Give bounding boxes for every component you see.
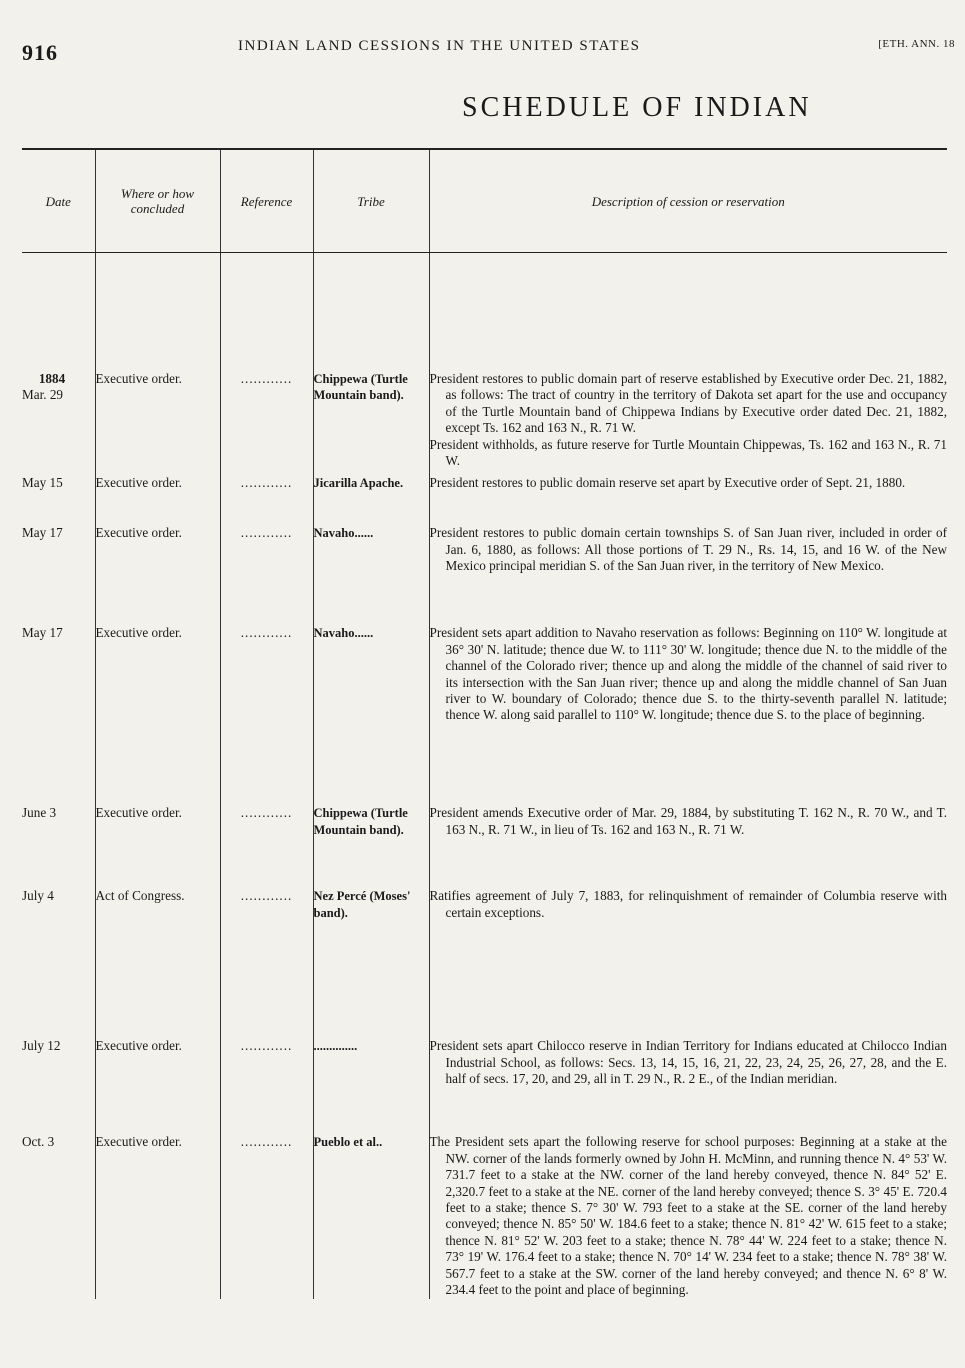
description-paragraph: President restores to public domain certain townships S. of San Juan river, included in order of Jan. 6, 1880, as follows: All those portions of T. 29 N., Rs. 14, 15, and 16 W. of the New Mexico principal meridian S. of the San Juan river, in the territory of New Mexico. xyxy=(429,525,947,574)
tribe-cell: .............. xyxy=(313,1032,429,1128)
description-cell xyxy=(429,519,947,619)
date-cell xyxy=(22,619,95,799)
date-cell xyxy=(22,1032,95,1128)
running-head xyxy=(0,34,965,64)
table-body xyxy=(22,253,947,1299)
tribe-cell: Navaho...... xyxy=(313,519,429,619)
column-header-reference: Reference xyxy=(220,149,313,253)
description-paragraph: President restores to public domain reserve set apart by Executive order of Sept. 21, 1880. xyxy=(429,475,906,491)
date-cell xyxy=(22,799,95,882)
tribe-cell: Navaho...... xyxy=(313,619,429,799)
description-paragraph: The President sets apart the following reserve for school purposes: Beginning at a stake at the NW. corner of the lands formerly owned by John H. McMinn, and running thence N. 4° 53' W. 731.7 feet to a stake at the NW. corner of the land hereby conveyed, thence N. 84° 52' E. 2,320.7 feet to a stake at the NE. corner of the land hereby conveyed; thence S. 3° 45' E. 720.4 feet to a stake; thence S. 7° 30' W. 793 feet to a stake at the SE. corner of the land hereby conveyed; thence N. 85° 50' W. 184.6 feet to a stake; thence N. 81° 42' W. 615 feet to a stake; thence N. 81° 52' W. 203 feet to a stake; thence N. 78° 44' W. 224 feet to a stake; thence N. 73° 19' W. 176.4 feet to a stake; thence N. 70° 14' W. 234 feet to a stake; thence N. 78° 38' W. 567.7 feet to a stake at the SW. corner of the land hereby conveyed; and thence N. 6° 8' W. 234.4 feet to the point and place of beginning. xyxy=(429,1134,947,1298)
reference-cell: ............ xyxy=(220,253,313,470)
date-cell xyxy=(22,469,95,519)
cession-schedule-table xyxy=(22,148,947,1299)
description-cell xyxy=(429,882,947,1032)
tribe-cell: Chippewa (Turtle Mountain band). xyxy=(313,799,429,882)
tribe-cell: Chippewa (Turtle Mountain band). xyxy=(313,253,429,470)
page-number: 916 xyxy=(22,40,58,65)
reference-cell: ............ xyxy=(220,799,313,882)
table-row xyxy=(22,253,947,470)
date-cell xyxy=(22,882,95,1032)
where-cell: Executive order. xyxy=(95,469,220,519)
date-label: May 17 xyxy=(22,525,63,541)
where-cell: Executive order. xyxy=(95,1032,220,1128)
tribe-cell: Jicarilla Apache. xyxy=(313,469,429,519)
table-row xyxy=(22,469,947,519)
reference-cell: ............ xyxy=(220,1128,313,1298)
date-label: June 3 xyxy=(22,805,57,821)
description-paragraph: President restores to public domain part of reserve established by Executive order Dec. 21, 1882, as follows: The tract of country in the territory of Dakota set apart for the use and occupancy of the Turtle Mountain band of Chippewa Indians by Executive order dated Dec. 21, 1882, except Ts. 162 and 163 N., R. 71 W. xyxy=(429,371,947,436)
where-cell: Act of Congress. xyxy=(95,882,220,1032)
where-cell: Executive order. xyxy=(95,519,220,619)
where-cell: Executive order. xyxy=(95,619,220,799)
date-label: July 4 xyxy=(22,888,54,904)
tribe-cell: Pueblo et al.. xyxy=(313,1128,429,1298)
date-label: July 12 xyxy=(22,1038,61,1054)
description-paragraph: President withholds, as future reserve for Turtle Mountain Chippewas, Ts. 162 and 163 N., R. 71 W. xyxy=(429,436,947,469)
date-label: Mar. 29 xyxy=(22,387,64,403)
table-header-row xyxy=(22,149,947,253)
description-cell xyxy=(429,1128,947,1298)
date-label: May 15 xyxy=(22,475,63,491)
column-header-where: Where or how concluded xyxy=(95,149,220,253)
description-paragraph: President sets apart Chilocco reserve in Indian Territory for Indians educated at Chilocco Indian Industrial School, as follows: Secs. 13, 14, 15, 16, 21, 22, 23, 24, 25, 26, 27, 28, and the E. half of secs. 17, 20, and 29, all in T. 29 N., R. 2 E., of the Indian meridian. xyxy=(429,1038,947,1087)
date-cell xyxy=(22,253,95,470)
date-label: Oct. 3 xyxy=(22,1134,55,1150)
reference-cell: ............ xyxy=(220,519,313,619)
reference-cell: ............ xyxy=(220,1032,313,1128)
column-header-date: Date xyxy=(22,149,95,253)
reference-cell: ............ xyxy=(220,619,313,799)
reference-cell: ............ xyxy=(220,882,313,1032)
table-row xyxy=(22,882,947,1032)
report-reference: [ETH. ANN. 18 xyxy=(878,38,955,50)
column-header-tribe: Tribe xyxy=(313,149,429,253)
table-row xyxy=(22,799,947,882)
description-paragraph: President amends Executive order of Mar. 29, 1884, by substituting T. 162 N., R. 70 W., and T. 163 N., R. 71 W., in lieu of Ts. 162 and 163 N., R. 71 W. xyxy=(429,805,947,837)
column-header-description: Description of cession or reservation xyxy=(429,149,947,253)
where-cell: Executive order. xyxy=(95,253,220,470)
table-row xyxy=(22,519,947,619)
schedule-title: SCHEDULE OF INDIAN xyxy=(462,92,812,123)
description-paragraph: President sets apart addition to Navaho reservation as follows: Beginning on 110° W. longitude at 36° 30' N. latitude; thence due W. to 111° 30' W. longitude; thence due N. to the middle of the channel of the Colorado river; thence up and along the middle of the channel of said river to its intersection with the San Juan river; thence up and along the middle channel of San Juan river to W. boundary of Colorado; thence due S. to the thirty-seventh parallel N. latitude; thence W. along said parallel to 110° W. longitude; thence due S. to the place of beginning. xyxy=(429,625,947,723)
description-paragraph: Ratifies agreement of July 7, 1883, for relinquishment of remainder of Columbia reserve with certain exceptions. xyxy=(429,888,947,920)
description-cell xyxy=(429,253,947,470)
description-cell xyxy=(429,1032,947,1128)
running-title: INDIAN LAND CESSIONS IN THE UNITED STATES xyxy=(238,38,641,54)
where-cell: Executive order. xyxy=(95,1128,220,1298)
year-label: 1884 xyxy=(38,371,66,386)
date-label: May 17 xyxy=(22,625,63,641)
description-cell xyxy=(429,469,947,519)
table-row xyxy=(22,1128,947,1298)
date-cell xyxy=(22,1128,95,1298)
reference-cell: ............ xyxy=(220,469,313,519)
table-row xyxy=(22,619,947,799)
date-cell xyxy=(22,519,95,619)
where-cell: Executive order. xyxy=(95,799,220,882)
table-row xyxy=(22,1032,947,1128)
tribe-cell: Nez Percé (Moses' band). xyxy=(313,882,429,1032)
description-cell xyxy=(429,799,947,882)
description-cell xyxy=(429,619,947,799)
